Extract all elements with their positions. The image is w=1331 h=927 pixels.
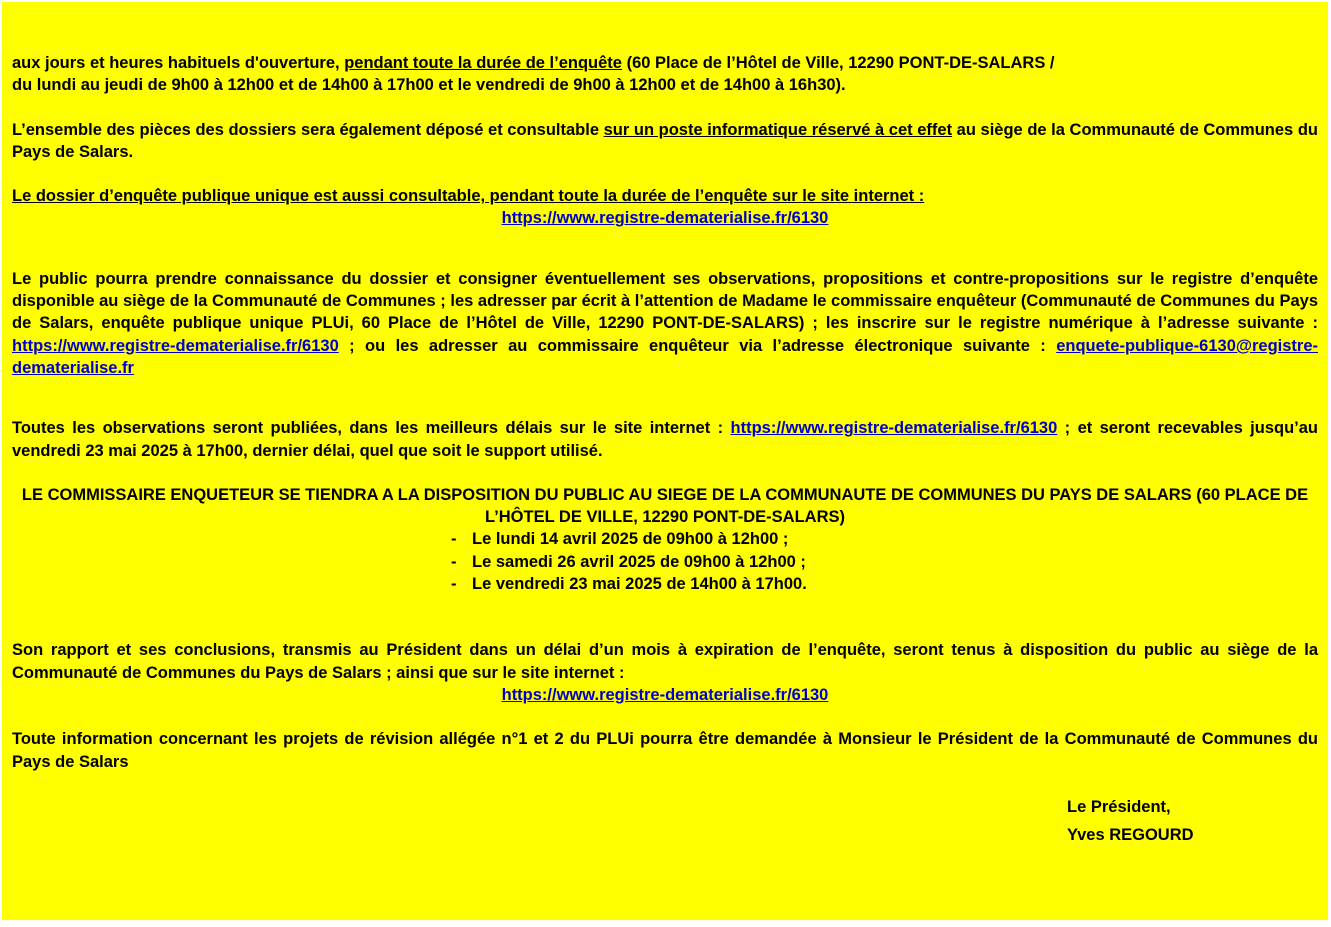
email-link[interactable]: enquete-publique-6130@registre-dematerialise.fr	[12, 336, 1318, 377]
report-paragraph: Son rapport et ses conclusions, transmis au Président dans un délai d’un mois à expiration de l’enquête, seront tenus à disposition du public au siège de la Communauté de Communes du Pays de Salars ; ainsi que sur le site internet :	[12, 641, 1318, 682]
commissioner-availability-heading: LE COMMISSAIRE ENQUETEUR SE TIENDRA A LA DISPOSITION DU PUBLIC AU SIEGE DE LA COMMUNAUTE DE COMMUNES DU PAYS DE SALARS (60 PLACE DE L’HÔTEL DE VILLE, 12290 PONT-DE-SALARS)	[21, 485, 1309, 527]
information-paragraph: Toute information concernant les projets de révision allégée n°1 et 2 du PLUi pourra être demandée à Monsieur le Président de la Communauté de Communes du Pays de Salars	[12, 730, 1318, 771]
p1-text-end: (60 Place de l’Hôtel de Ville, 12290 PONT-DE-SALARS /	[621, 54, 1055, 72]
list-item: - Le samedi 26 avril 2025 de 09h00 à 12h00 ;	[451, 551, 1318, 573]
publication-paragraph	[12, 417, 1318, 462]
list-item: - Le vendredi 23 mai 2025 de 14h00 à 17h00.	[451, 573, 1318, 595]
registry-link[interactable]: https://www.registre-dematerialise.fr/6130	[12, 336, 339, 355]
public-observations-paragraph	[12, 268, 1318, 379]
permanence-dates-list	[12, 528, 1318, 595]
p5-text: Toutes les observations seront publiées, dans les meilleurs délais sur le site internet :	[12, 419, 731, 438]
list-item: - Le lundi 14 avril 2025 de 09h00 à 12h00 ;	[451, 528, 1318, 550]
online-dossier-link-line	[12, 207, 1318, 229]
p5-text-end: ; et seront recevables jusqu’au vendredi 23 mai 2025 à 17h00, dernier délai, quel que soit le support utilisé.	[12, 419, 1319, 460]
p2-text-end: au siège de la Communauté de Communes du Pays de Salars.	[12, 120, 1318, 161]
online-dossier-paragraph	[12, 185, 1318, 207]
p2-text: L’ensemble des pièces des dossiers sera également déposé et consultable	[12, 120, 604, 139]
notice-page	[2, 2, 1328, 920]
report-link-line	[12, 684, 1318, 706]
opening-hours-paragraph	[12, 52, 1318, 97]
signature-title: Le Président,	[1067, 797, 1171, 816]
registry-link[interactable]: https://www.registre-dematerialise.fr/6130	[730, 419, 1058, 438]
computer-access-paragraph	[12, 119, 1318, 164]
signature-name: Yves REGOURD	[1067, 825, 1194, 844]
registry-link[interactable]: https://www.registre-dematerialise.fr/6130	[501, 209, 829, 228]
p4-text: Le public pourra prendre connaissance du dossier et consigner éventuellement ses observations, propositions et contre-propositions sur le registre d’enquête disponible au siège de la Communauté de Communes ; les adresser par écrit à l’attention de Madame le commissaire enquêteur (Communauté de Communes du Pays de Salars, enquête publique unique PLUi, 60 Place de l’Hôtel de Ville, 12290 PONT-DE-SALARS) ; les inscrire sur le registre numérique à l’adresse suivante :	[12, 269, 1318, 333]
p2-underlined: sur un poste informatique réservé à cet effet	[603, 120, 953, 139]
signature-block	[1067, 793, 1318, 849]
p1-line2: du lundi au jeudi de 9h00 à 12h00 et de 14h00 à 17h00 et le vendredi de 9h00 à 12h00 et de 14h00 à 16h30).	[12, 76, 846, 95]
registry-link[interactable]: https://www.registre-dematerialise.fr/6130	[501, 685, 829, 704]
p4-text-mid: ; ou les adresser au commissaire enquêteur via l’adresse électronique suivante :	[338, 336, 1057, 355]
p3-underlined: Le dossier d’enquête publique unique est aussi consultable, pendant toute la durée de l’enquête sur le site internet :	[12, 187, 925, 206]
p1-text: aux jours et heures habituels d'ouverture,	[12, 54, 345, 72]
p1-underlined: pendant toute la durée de l’enquête	[344, 54, 622, 72]
